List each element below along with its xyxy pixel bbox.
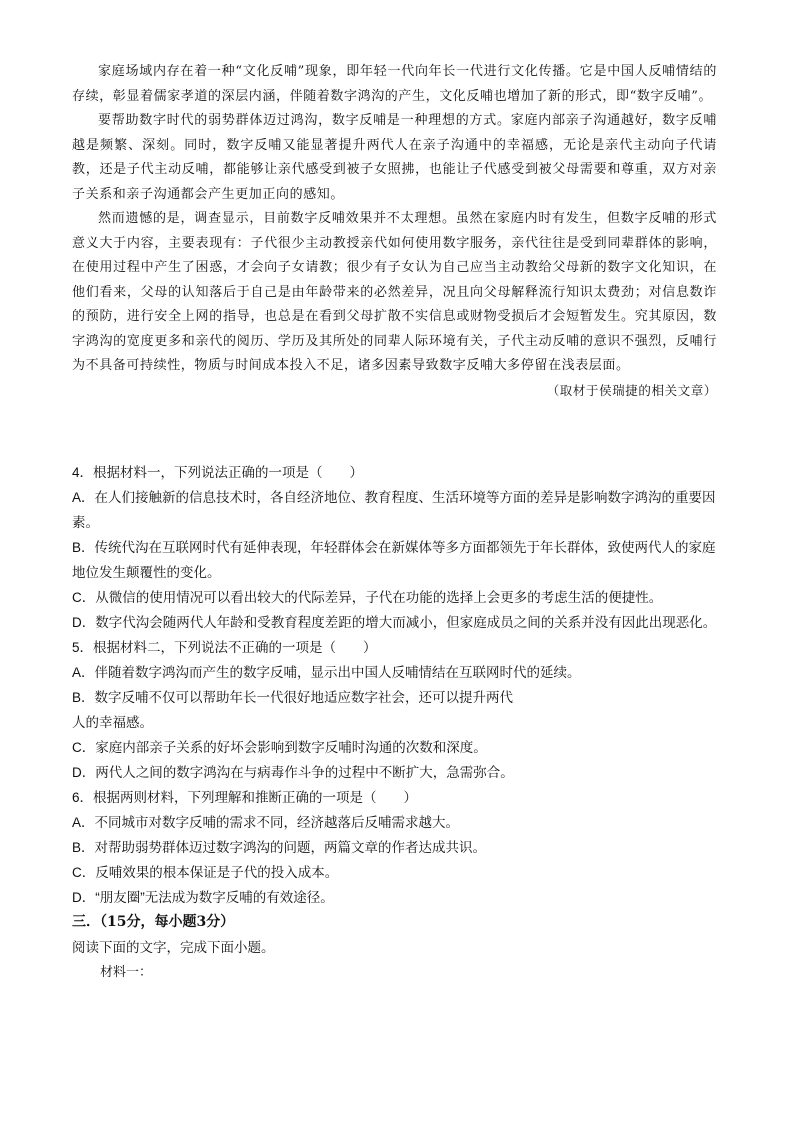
question-6-stem: 6．根据两则材料，下列理解和推断正确的一项是（ ）	[72, 790, 418, 805]
passage-source: （取材于侯瑞捷的相关文章）	[546, 382, 717, 398]
question-4-stem: 4．根据材料一，下列说法正确的一项是（ ）	[72, 465, 364, 480]
question-4-option-b: B．传统代沟在互联网时代有延伸表现，年轻群体会在新媒体等多方面都领先于年长群体，致使两代人的家庭地位发生颠覆性的变化。	[72, 540, 716, 580]
section-heading: 三．（15分，每小题3分）	[72, 914, 235, 930]
passage-paragraph-2: 要帮助数字时代的弱势群体迈过鸿沟，数字反哺是一种理想的方式。家庭内部亲子沟通越好，数字反哺越是频繁、深刻。同时，数字反哺又能显著提升两代人在亲子沟通中的幸福感，无论是亲代主动向子代请教，还是子代主动反哺，都能够让亲代感受到被子女照拂，也能让子代感受到被父母需要和尊重，双方对亲子关系和亲子沟通都会产生更加正向的感知。	[72, 113, 717, 202]
question-5-option-a: A．伴随着数字鸿沟而产生的数字反哺，显示出中国人反哺情结在互联网时代的延续。	[72, 665, 581, 680]
question-5-stem: 5．根据材料二，下列说法不正确的一项是（ ）	[72, 640, 377, 655]
question-5-option-c: C．家庭内部亲子关系的好坏会影响到数字反哺时沟通的次数和深度。	[72, 740, 487, 755]
question-5-option-b: B．数字反哺不仅可以帮助年长一代很好地适应数字社会，还可以提升两代	[72, 690, 514, 705]
section-instruction: 阅读下面的文字，完成下面小题。	[72, 940, 275, 955]
question-6	[72, 785, 722, 910]
passage-paragraph-3: 然而遗憾的是，调查显示，目前数字反哺效果并不太理想。虽然在家庭内时有发生，但数字反哺的形式意义大于内容，主要表现有：子代很少主动教授亲代如何使用数字服务，亲代往往是受到同辈群体的影响，在使用过程中产生了困惑，才会向子女请教；很少有子女认为自己应当主动教给父母新的数字文化知识，在他们看来，父母的认知落后于自己是由年龄带来的必然差异，况且向父母解释流行知识太费劲；对信息数诈的预防，进行安全上网的指导，也总是在看到父母扩散不实信息或财物受损后才会短暂发生。究其原因，数字鸿沟的宽度更多和亲代的阅历、学历及其所处的同辈人际环境有关，子代主动反哺的意识不强烈，反哺行为不具备可持续性，物质与时间成本投入不足，诸多因素导致数字反哺大多停留在浅表层面。	[72, 211, 717, 373]
question-4-option-a: A．在人们接触新的信息技术时，各自经济地位、教育程度、生活环境等方面的差异是影响数字鸿沟的重要因素。	[72, 490, 716, 530]
question-4	[72, 460, 722, 635]
question-5	[72, 635, 722, 785]
question-6-option-d: D．“朋友圈”无法成为数字反哺的有效途径。	[72, 890, 334, 905]
question-4-option-d: D．数字代沟会随两代人年龄和受教育程度差距的增大而减小，但家庭成员之间的关系并没有因此出现恶化。	[72, 615, 717, 630]
material-label: 材料一：	[100, 965, 153, 980]
question-6-option-c: C．反哺效果的根本保证是子代的投入成本。	[72, 865, 339, 880]
question-5-option-d: D．两代人之间的数字鸿沟在与病毒作斗争的过程中不断扩大，急需弥合。	[72, 765, 514, 780]
passage-paragraph-1: 家庭场域内存在着一种“文化反哺”现象，即年轻一代向年长一代进行文化传播。它是中国人反哺情结的存续，彰显着儒家孝道的深层内涵，伴随着数字鸿沟的产生，文化反哺也增加了新的形式，即“数字反哺”。	[72, 64, 717, 104]
reading-passage	[72, 60, 717, 403]
question-6-option-a: A．不同城市对数字反哺的需求不同，经济越落后反哺需求越大。	[72, 815, 460, 830]
question-6-option-b: B．对帮助弱势群体迈过数字鸿沟的问题，两篇文章的作者达成共识。	[72, 840, 487, 855]
question-list	[72, 460, 722, 985]
question-5-option-b-continued: 人的幸福感。	[72, 715, 153, 730]
question-4-option-c: C．从微信的使用情况可以看出较大的代际差异，子代在功能的选择上会更多的考虑生活的便捷性。	[72, 590, 663, 605]
